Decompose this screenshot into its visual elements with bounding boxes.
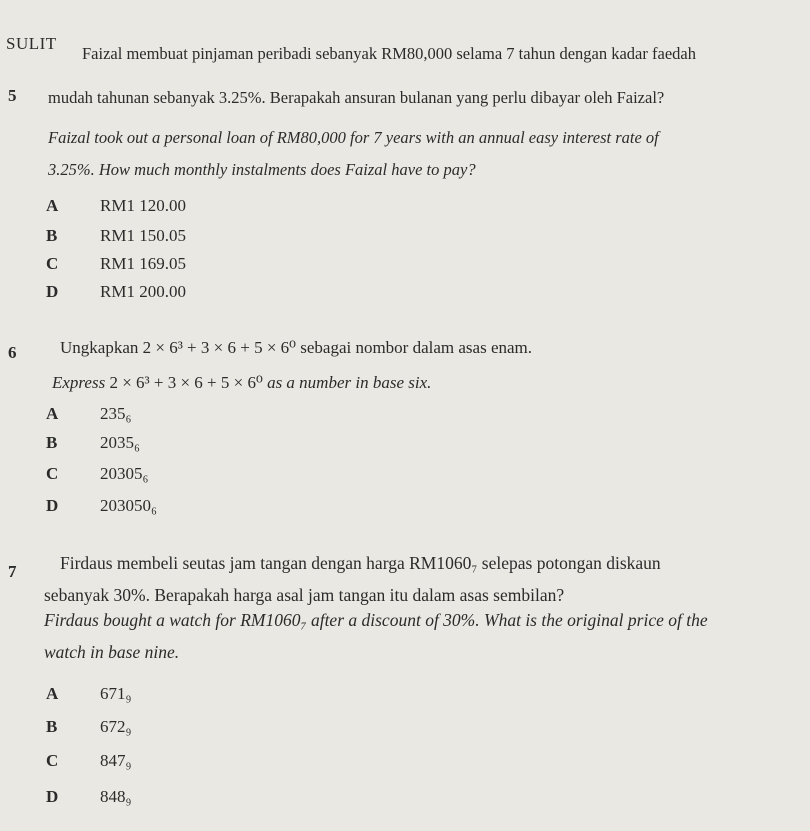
option-value: RM1 169.05 <box>100 254 186 273</box>
option-value: 20305₆ <box>100 464 149 483</box>
option-letter: A <box>46 404 59 423</box>
header-label: SULIT <box>6 34 57 53</box>
option-value: 848₉ <box>100 787 132 806</box>
option-value: RM1 150.05 <box>100 226 186 245</box>
option-value: 671₉ <box>100 684 132 703</box>
option-letter: C <box>46 464 59 483</box>
option-letter: A <box>46 196 59 215</box>
prompt-suffix: as a number in base six. <box>267 373 432 392</box>
question-text-malay-1: Faizal membuat pinjaman peribadi sebanyak RM80,000 selama 7 tahun dengan kadar faedah <box>82 44 696 63</box>
expression: 2 × 6³ + 3 × 6 + 5 × 6⁰ <box>109 373 263 392</box>
question-text-malay-1: Firdaus membeli seutas jam tangan dengan harga RM1060₇ selepas potongan diskaun <box>60 553 661 573</box>
question-text-english-2: 3.25%. How much monthly instalments does Faizal have to pay? <box>48 160 476 179</box>
option-letter: C <box>46 751 59 770</box>
prompt-prefix: Ungkapkan <box>60 338 139 357</box>
option-letter: A <box>46 684 59 703</box>
option-value: 235₆ <box>100 404 132 423</box>
expression: 2 × 6³ + 3 × 6 + 5 × 6⁰ <box>142 338 296 357</box>
option-letter: B <box>46 433 58 452</box>
option-value: 672₉ <box>100 717 132 736</box>
option-letter: B <box>46 226 58 245</box>
question-text-english <box>52 373 431 393</box>
option-letter: D <box>46 496 59 515</box>
option-value: 2035₆ <box>100 433 140 452</box>
prompt-suffix: sebagai nombor dalam asas enam. <box>300 338 533 357</box>
option-letter: B <box>46 717 58 736</box>
question-text-malay <box>60 338 532 358</box>
question-text-english-1: Firdaus bought a watch for RM1060₇ after a discount of 30%. What is the original price of the <box>44 610 708 630</box>
option-value: 847₉ <box>100 751 132 770</box>
option-letter: C <box>46 254 59 273</box>
prompt-prefix: Express <box>52 373 106 392</box>
question-text-english-2: watch in base nine. <box>44 642 180 662</box>
question-number: 6 <box>8 343 17 362</box>
question-text-malay-2: mudah tahunan sebanyak 3.25%. Berapakah ansuran bulanan yang perlu dibayar oleh Faizal? <box>48 88 665 107</box>
option-letter: D <box>46 787 59 806</box>
option-letter: D <box>46 282 59 301</box>
question-number: 5 <box>8 86 17 105</box>
question-text-malay-2: sebanyak 30%. Berapakah harga asal jam tangan itu dalam asas sembilan? <box>44 585 565 605</box>
option-value: RM1 200.00 <box>100 282 186 301</box>
option-value: RM1 120.00 <box>100 196 186 215</box>
question-number: 7 <box>8 562 17 581</box>
option-value: 203050₆ <box>100 496 157 515</box>
question-text-english-1: Faizal took out a personal loan of RM80,000 for 7 years with an annual easy interest rate of <box>48 128 659 147</box>
